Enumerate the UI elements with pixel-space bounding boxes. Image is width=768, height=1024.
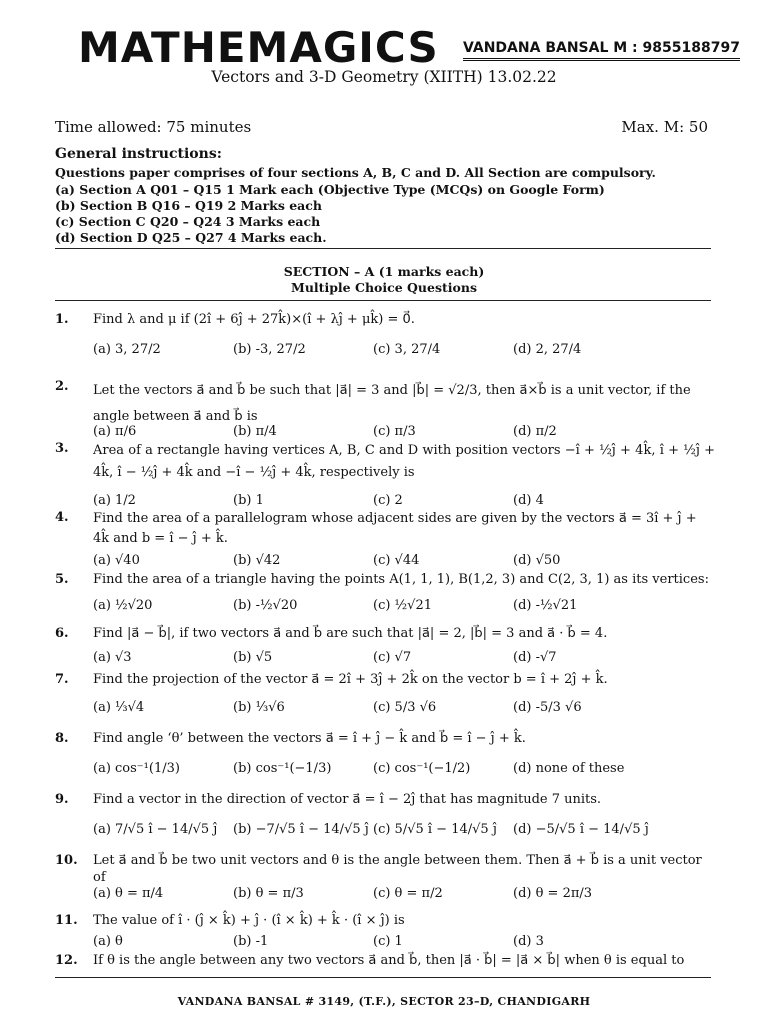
options-row bbox=[93, 649, 715, 669]
option-a[interactable]: (a) π/6 bbox=[93, 424, 137, 439]
section-title: SECTION – A (1 marks each) bbox=[283, 264, 485, 279]
footer-address: VANDANA BANSAL # 3149, (T.F.), SECTOR 23–D, CHANDIGARH bbox=[177, 995, 591, 1008]
options-row bbox=[93, 933, 715, 953]
option-c[interactable]: (c) 5/3 √6 bbox=[373, 700, 437, 715]
option-b[interactable]: (b) √42 bbox=[233, 553, 281, 568]
option-a[interactable]: (a) θ = π/4 bbox=[93, 886, 164, 901]
option-b[interactable]: (b) -½√20 bbox=[233, 598, 298, 613]
question-text: Find |a⃗ − b⃗|, if two vectors a⃗ and b⃗ are such that |a⃗| = 2, |b⃗| = 3 and a⃗ · b⃗ = 4. bbox=[93, 626, 608, 641]
option-b[interactable]: (b) √5 bbox=[233, 650, 273, 665]
option-a[interactable]: (a) ⅓√4 bbox=[93, 700, 145, 715]
question-item bbox=[55, 730, 715, 784]
option-d[interactable]: (d) −5/√5 î − 14/√5 ĵ bbox=[513, 822, 649, 837]
option-d[interactable]: (d) θ = 2π/3 bbox=[513, 886, 593, 901]
question-number: 11. bbox=[55, 913, 78, 928]
divider bbox=[55, 977, 711, 978]
option-c[interactable]: (c) 2 bbox=[373, 493, 403, 508]
question-item bbox=[55, 952, 715, 972]
option-d[interactable]: (d) 2, 27/4 bbox=[513, 342, 582, 357]
option-c[interactable]: (c) √7 bbox=[373, 650, 412, 665]
option-a[interactable]: (a) ½√20 bbox=[93, 598, 153, 613]
option-c[interactable]: (c) cos⁻¹(−1/2) bbox=[373, 761, 471, 776]
option-d[interactable]: (d) -√7 bbox=[513, 650, 557, 665]
question-number: 6. bbox=[55, 626, 69, 641]
option-d[interactable]: (d) 3 bbox=[513, 934, 544, 949]
section-subtitle: Multiple Choice Questions bbox=[291, 280, 477, 295]
question-text: Find angle ‘θ’ between the vectors a⃗ = î + ĵ − k̂ and b⃗ = î − ĵ + k̂. bbox=[93, 731, 526, 746]
question-item bbox=[55, 571, 715, 619]
option-c[interactable]: (c) ½√21 bbox=[373, 598, 432, 613]
option-a[interactable]: (a) cos⁻¹(1/3) bbox=[93, 761, 180, 776]
question-text: Find a vector in the direction of vector a⃗ = î − 2ĵ that has magnitude 7 units. bbox=[93, 792, 602, 807]
paper-title: Vectors and 3-D Geometry (XIITH) 13.02.22 bbox=[211, 68, 557, 86]
option-c[interactable]: (c) 3, 27/4 bbox=[373, 342, 441, 357]
options-row bbox=[93, 760, 715, 780]
question-text: Let the vectors a⃗ and b⃗ be such that |a⃗| = 3 and |b⃗| = √2/3, then a⃗×b⃗ is a unit vector, if the angle between a⃗ and b⃗ is bbox=[93, 383, 691, 424]
question-item bbox=[55, 440, 715, 506]
option-b[interactable]: (b) π/4 bbox=[233, 424, 277, 439]
instruction-line: (a) Section A Q01 – Q15 1 Mark each (Objective Type (MCQs) on Google Form) bbox=[55, 182, 605, 197]
options-row bbox=[93, 552, 715, 572]
question-text: Area of a rectangle having vertices A, B, C and D with position vectors −î + ½ĵ + 4k̂, î + ½ĵ + 4k̂, î − ½ĵ + 4k̂ and −î − ½ĵ + 4k̂, respectively is bbox=[93, 443, 715, 480]
question-number: 9. bbox=[55, 792, 69, 807]
option-a[interactable]: (a) √3 bbox=[93, 650, 132, 665]
question-text: Let a⃗ and b⃗ be two unit vectors and θ is the angle between them. Then a⃗ + b⃗ is a unit vector of bbox=[93, 853, 702, 885]
question-text: If θ is the angle between any two vectors a⃗ and b⃗, then |a⃗ · b⃗| = |a⃗ × b⃗| when θ is equal to bbox=[93, 953, 685, 968]
option-b[interactable]: (b) θ = π/3 bbox=[233, 886, 304, 901]
option-d[interactable]: (d) 4 bbox=[513, 493, 544, 508]
question-item bbox=[55, 625, 715, 669]
question-item bbox=[55, 378, 715, 438]
question-number: 12. bbox=[55, 953, 78, 968]
option-b[interactable]: (b) -3, 27/2 bbox=[233, 342, 306, 357]
time-allowed: Time allowed: 75 minutes bbox=[55, 118, 252, 136]
question-item bbox=[55, 509, 715, 569]
question-number: 7. bbox=[55, 672, 69, 687]
instruction-line: (c) Section C Q20 – Q24 3 Marks each bbox=[55, 214, 321, 229]
option-d[interactable]: (d) -½√21 bbox=[513, 598, 578, 613]
instruction-line: (b) Section B Q16 – Q19 2 Marks each bbox=[55, 198, 322, 213]
question-item bbox=[55, 912, 715, 952]
question-number: 2. bbox=[55, 379, 69, 394]
question-item bbox=[55, 311, 715, 361]
option-a[interactable]: (a) 7/√5 î − 14/√5 ĵ bbox=[93, 822, 218, 837]
options-row bbox=[93, 885, 715, 905]
question-number: 5. bbox=[55, 572, 69, 587]
question-number: 3. bbox=[55, 441, 69, 456]
options-row bbox=[93, 597, 715, 617]
option-b[interactable]: (b) -1 bbox=[233, 934, 269, 949]
question-number: 4. bbox=[55, 510, 69, 525]
question-item bbox=[55, 852, 715, 906]
option-a[interactable]: (a) 1/2 bbox=[93, 493, 136, 508]
brand-title: MATHEMAGICS bbox=[78, 23, 439, 72]
options-row bbox=[93, 821, 715, 841]
option-d[interactable]: (d) -5/3 √6 bbox=[513, 700, 582, 715]
option-c[interactable]: (c) 5/√5 î − 14/√5 ĵ bbox=[373, 822, 497, 837]
contact-info: VANDANA BANSAL M : 9855188797 bbox=[463, 40, 740, 61]
instruction-line: (d) Section D Q25 – Q27 4 Marks each. bbox=[55, 230, 327, 245]
divider bbox=[55, 248, 711, 249]
option-d[interactable]: (d) none of these bbox=[513, 761, 625, 776]
option-c[interactable]: (c) π/3 bbox=[373, 424, 416, 439]
option-c[interactable]: (c) 1 bbox=[373, 934, 403, 949]
option-c[interactable]: (c) θ = π/2 bbox=[373, 886, 443, 901]
question-number: 1. bbox=[55, 312, 69, 327]
option-b[interactable]: (b) ⅓√6 bbox=[233, 700, 285, 715]
instruction-line: Questions paper comprises of four sections A, B, C and D. All Section are compulsory. bbox=[55, 165, 656, 180]
question-text: The value of î · (ĵ × k̂) + ĵ · (î × k̂) + k̂ · (î × ĵ) is bbox=[93, 913, 405, 928]
question-text: Find the area of a parallelogram whose adjacent sides are given by the vectors a⃗ = 3î + ĵ + 4k̂ and b = î − ĵ + k̂. bbox=[93, 511, 697, 546]
question-number: 10. bbox=[55, 853, 78, 868]
option-a[interactable]: (a) 3, 27/2 bbox=[93, 342, 161, 357]
question-item bbox=[55, 791, 715, 845]
instructions-heading: General instructions: bbox=[55, 146, 222, 162]
option-a[interactable]: (a) θ bbox=[93, 934, 123, 949]
option-c[interactable]: (c) √44 bbox=[373, 553, 420, 568]
question-item bbox=[55, 671, 715, 725]
options-row bbox=[93, 699, 715, 719]
option-b[interactable]: (b) 1 bbox=[233, 493, 264, 508]
question-text: Find the area of a triangle having the points A(1, 1, 1), B(1,2, 3) and C(2, 3, 1) as its vertices: bbox=[93, 572, 709, 587]
question-text: Find the projection of the vector a⃗ = 2î + 3ĵ + 2k̂ on the vector b = î + 2ĵ + k̂. bbox=[93, 672, 608, 687]
question-number: 8. bbox=[55, 731, 69, 746]
divider bbox=[55, 300, 711, 301]
option-b[interactable]: (b) −7/√5 î − 14/√5 ĵ bbox=[233, 822, 369, 837]
option-a[interactable]: (a) √40 bbox=[93, 553, 140, 568]
question-text: Find λ and μ if (2î + 6ĵ + 27k̂)×(î + λĵ + μk̂) = 0⃗. bbox=[93, 312, 415, 327]
max-marks: Max. M: 50 bbox=[621, 118, 708, 136]
options-row bbox=[93, 341, 715, 361]
option-b[interactable]: (b) cos⁻¹(−1/3) bbox=[233, 761, 332, 776]
option-d[interactable]: (d) π/2 bbox=[513, 424, 557, 439]
option-d[interactable]: (d) √50 bbox=[513, 553, 561, 568]
